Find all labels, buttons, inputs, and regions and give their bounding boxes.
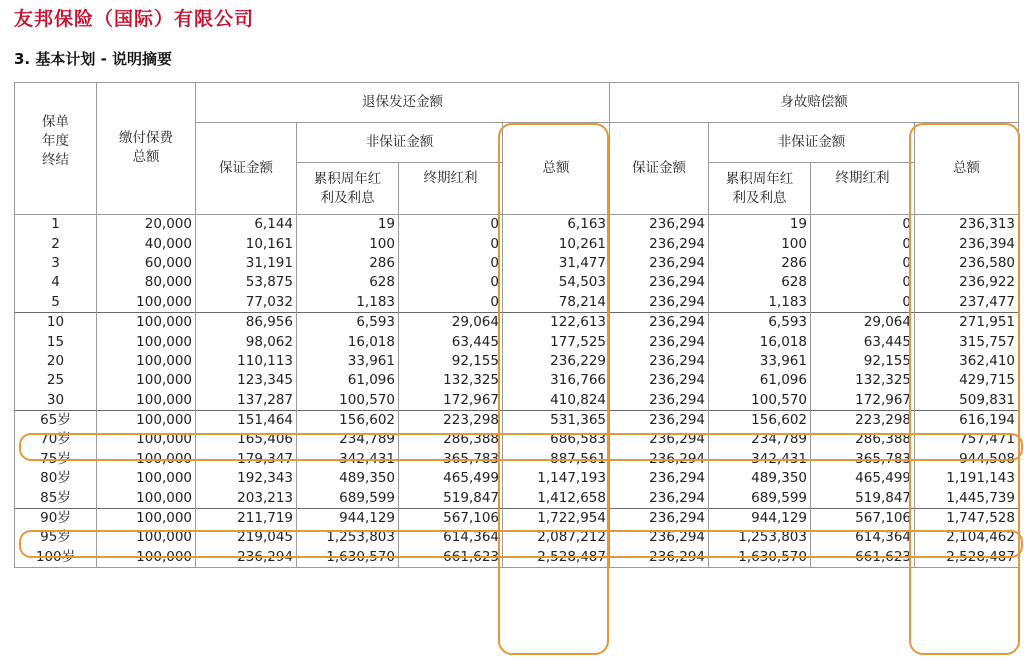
- death-terminal-bonus: 172,967: [811, 391, 915, 411]
- death-total: 2,528,487: [915, 548, 1019, 568]
- surrender-accum-bonus: 6,593: [297, 312, 399, 332]
- surrender-terminal-bonus: 519,847: [399, 488, 503, 508]
- death-terminal-bonus: 614,364: [811, 528, 915, 547]
- death-guaranteed: 236,294: [610, 548, 709, 568]
- death-total: 236,394: [915, 234, 1019, 253]
- policy-year: 3: [15, 254, 97, 273]
- death-terminal-bonus: 92,155: [811, 352, 915, 371]
- surrender-accum-bonus: 33,961: [297, 352, 399, 371]
- death-total: 509,831: [915, 391, 1019, 411]
- death-accum-bonus: 61,096: [709, 371, 811, 390]
- death-total: 1,191,143: [915, 469, 1019, 488]
- table-row: [15, 352, 1019, 371]
- surrender-terminal-bonus: 29,064: [399, 312, 503, 332]
- death-accum-bonus: 156,602: [709, 410, 811, 430]
- death-guaranteed: 236,294: [610, 293, 709, 313]
- death-accum-bonus: 234,789: [709, 430, 811, 449]
- total-premium: 100,000: [97, 410, 196, 430]
- total-premium: 80,000: [97, 273, 196, 292]
- total-premium: 20,000: [97, 215, 196, 235]
- policy-year: 90岁: [15, 508, 97, 528]
- surrender-total: 177,525: [503, 332, 610, 351]
- death-guaranteed: 236,294: [610, 528, 709, 547]
- table-row: [15, 391, 1019, 411]
- death-terminal-bonus: 567,106: [811, 508, 915, 528]
- death-accum-bonus: 1,253,803: [709, 528, 811, 547]
- table-row: [15, 332, 1019, 351]
- header-surrender-terminal-bonus: 终期红利: [399, 163, 503, 215]
- surrender-terminal-bonus: 614,364: [399, 528, 503, 547]
- surrender-total: 54,503: [503, 273, 610, 292]
- surrender-total: 78,214: [503, 293, 610, 313]
- header-death-total: 总额: [915, 123, 1019, 215]
- death-guaranteed: 236,294: [610, 234, 709, 253]
- surrender-guaranteed: 110,113: [196, 352, 297, 371]
- total-premium: 100,000: [97, 391, 196, 411]
- header-death-benefit: 身故赔偿额: [610, 83, 1019, 123]
- surrender-terminal-bonus: 0: [399, 234, 503, 253]
- total-premium: 100,000: [97, 430, 196, 449]
- header-surrender-value: 退保发还金额: [196, 83, 610, 123]
- death-terminal-bonus: 465,499: [811, 469, 915, 488]
- surrender-guaranteed: 86,956: [196, 312, 297, 332]
- policy-year: 15: [15, 332, 97, 351]
- section-title: 3. 基本计划 - 说明摘要: [14, 50, 173, 68]
- death-accum-bonus: 16,018: [709, 332, 811, 351]
- table-row: [15, 488, 1019, 508]
- surrender-terminal-bonus: 132,325: [399, 371, 503, 390]
- death-accum-bonus: 489,350: [709, 469, 811, 488]
- surrender-terminal-bonus: 0: [399, 254, 503, 273]
- surrender-terminal-bonus: 661,623: [399, 548, 503, 568]
- total-premium: 100,000: [97, 548, 196, 568]
- surrender-accum-bonus: 628: [297, 273, 399, 292]
- death-total: 237,477: [915, 293, 1019, 313]
- header-total-premium: 缴付保费 总额: [97, 83, 196, 215]
- table-row: [15, 469, 1019, 488]
- policy-year: 1: [15, 215, 97, 235]
- total-premium: 100,000: [97, 293, 196, 313]
- death-terminal-bonus: 661,623: [811, 548, 915, 568]
- death-terminal-bonus: 0: [811, 254, 915, 273]
- surrender-accum-bonus: 1,183: [297, 293, 399, 313]
- surrender-total: 122,613: [503, 312, 610, 332]
- surrender-guaranteed: 151,464: [196, 410, 297, 430]
- surrender-total: 2,528,487: [503, 548, 610, 568]
- policy-year: 85岁: [15, 488, 97, 508]
- death-guaranteed: 236,294: [610, 430, 709, 449]
- death-guaranteed: 236,294: [610, 391, 709, 411]
- header-surrender-total: 总额: [503, 123, 610, 215]
- surrender-guaranteed: 203,213: [196, 488, 297, 508]
- death-terminal-bonus: 223,298: [811, 410, 915, 430]
- surrender-terminal-bonus: 92,155: [399, 352, 503, 371]
- death-total: 616,194: [915, 410, 1019, 430]
- surrender-terminal-bonus: 286,388: [399, 430, 503, 449]
- surrender-terminal-bonus: 63,445: [399, 332, 503, 351]
- death-guaranteed: 236,294: [610, 469, 709, 488]
- surrender-total: 10,261: [503, 234, 610, 253]
- death-accum-bonus: 1,630,570: [709, 548, 811, 568]
- surrender-total: 31,477: [503, 254, 610, 273]
- death-total: 2,104,462: [915, 528, 1019, 547]
- policy-year: 70岁: [15, 430, 97, 449]
- total-premium: 100,000: [97, 450, 196, 469]
- death-guaranteed: 236,294: [610, 352, 709, 371]
- death-terminal-bonus: 29,064: [811, 312, 915, 332]
- company-name: 友邦保险（国际）有限公司: [14, 8, 255, 30]
- table-row: [15, 273, 1019, 292]
- table-row: [15, 450, 1019, 469]
- surrender-accum-bonus: 689,599: [297, 488, 399, 508]
- header-death-guaranteed: 保证金额: [610, 123, 709, 215]
- surrender-guaranteed: 10,161: [196, 234, 297, 253]
- header-policy-year: 保单 年度 终结: [15, 83, 97, 215]
- table-row: [15, 312, 1019, 332]
- death-accum-bonus: 286: [709, 254, 811, 273]
- surrender-accum-bonus: 100: [297, 234, 399, 253]
- policy-year: 95岁: [15, 528, 97, 547]
- death-accum-bonus: 944,129: [709, 508, 811, 528]
- policy-year: 75岁: [15, 450, 97, 469]
- header-death-terminal-bonus: 终期红利: [811, 163, 915, 215]
- death-total: 944,508: [915, 450, 1019, 469]
- total-premium: 40,000: [97, 234, 196, 253]
- table-row: [15, 371, 1019, 390]
- surrender-terminal-bonus: 365,783: [399, 450, 503, 469]
- death-guaranteed: 236,294: [610, 254, 709, 273]
- death-total: 1,747,528: [915, 508, 1019, 528]
- surrender-accum-bonus: 286: [297, 254, 399, 273]
- death-accum-bonus: 628: [709, 273, 811, 292]
- table-row: [15, 215, 1019, 235]
- surrender-guaranteed: 192,343: [196, 469, 297, 488]
- header-death-accum-bonus: 累积周年红 利及利息: [709, 163, 811, 215]
- policy-year: 2: [15, 234, 97, 253]
- header-death-nonguaranteed: 非保证金额: [709, 123, 915, 163]
- death-accum-bonus: 6,593: [709, 312, 811, 332]
- surrender-total: 1,722,954: [503, 508, 610, 528]
- total-premium: 60,000: [97, 254, 196, 273]
- surrender-terminal-bonus: 0: [399, 293, 503, 313]
- policy-year: 20: [15, 352, 97, 371]
- surrender-terminal-bonus: 223,298: [399, 410, 503, 430]
- surrender-total: 316,766: [503, 371, 610, 390]
- death-accum-bonus: 33,961: [709, 352, 811, 371]
- table-row: [15, 508, 1019, 528]
- death-terminal-bonus: 519,847: [811, 488, 915, 508]
- death-guaranteed: 236,294: [610, 450, 709, 469]
- total-premium: 100,000: [97, 332, 196, 351]
- surrender-accum-bonus: 61,096: [297, 371, 399, 390]
- total-premium: 100,000: [97, 508, 196, 528]
- death-accum-bonus: 1,183: [709, 293, 811, 313]
- header-surrender-nonguaranteed: 非保证金额: [297, 123, 503, 163]
- total-premium: 100,000: [97, 312, 196, 332]
- surrender-accum-bonus: 156,602: [297, 410, 399, 430]
- surrender-accum-bonus: 100,570: [297, 391, 399, 411]
- table-row: [15, 430, 1019, 449]
- surrender-total: 686,583: [503, 430, 610, 449]
- death-guaranteed: 236,294: [610, 215, 709, 235]
- death-terminal-bonus: 0: [811, 234, 915, 253]
- surrender-guaranteed: 31,191: [196, 254, 297, 273]
- death-terminal-bonus: 0: [811, 293, 915, 313]
- surrender-total: 1,147,193: [503, 469, 610, 488]
- death-total: 1,445,739: [915, 488, 1019, 508]
- surrender-total: 410,824: [503, 391, 610, 411]
- surrender-terminal-bonus: 0: [399, 273, 503, 292]
- policy-year: 5: [15, 293, 97, 313]
- surrender-guaranteed: 53,875: [196, 273, 297, 292]
- surrender-accum-bonus: 16,018: [297, 332, 399, 351]
- policy-year: 65岁: [15, 410, 97, 430]
- surrender-guaranteed: 165,406: [196, 430, 297, 449]
- total-premium: 100,000: [97, 469, 196, 488]
- surrender-guaranteed: 6,144: [196, 215, 297, 235]
- table-row: [15, 234, 1019, 253]
- surrender-accum-bonus: 1,630,570: [297, 548, 399, 568]
- surrender-guaranteed: 137,287: [196, 391, 297, 411]
- table-row: [15, 548, 1019, 568]
- death-terminal-bonus: 365,783: [811, 450, 915, 469]
- surrender-total: 531,365: [503, 410, 610, 430]
- surrender-accum-bonus: 489,350: [297, 469, 399, 488]
- surrender-guaranteed: 98,062: [196, 332, 297, 351]
- death-terminal-bonus: 0: [811, 273, 915, 292]
- policy-year: 80岁: [15, 469, 97, 488]
- policy-year: 100岁: [15, 548, 97, 568]
- table-row: [15, 410, 1019, 430]
- surrender-total: 2,087,212: [503, 528, 610, 547]
- surrender-guaranteed: 236,294: [196, 548, 297, 568]
- death-terminal-bonus: 63,445: [811, 332, 915, 351]
- policy-year: 30: [15, 391, 97, 411]
- death-guaranteed: 236,294: [610, 508, 709, 528]
- table-row: [15, 254, 1019, 273]
- surrender-accum-bonus: 944,129: [297, 508, 399, 528]
- surrender-total: 887,561: [503, 450, 610, 469]
- death-total: 757,471: [915, 430, 1019, 449]
- surrender-total: 236,229: [503, 352, 610, 371]
- death-guaranteed: 236,294: [610, 312, 709, 332]
- header-surrender-accum-bonus: 累积周年红 利及利息: [297, 163, 399, 215]
- death-terminal-bonus: 286,388: [811, 430, 915, 449]
- death-total: 429,715: [915, 371, 1019, 390]
- total-premium: 100,000: [97, 488, 196, 508]
- surrender-total: 1,412,658: [503, 488, 610, 508]
- total-premium: 100,000: [97, 371, 196, 390]
- surrender-guaranteed: 219,045: [196, 528, 297, 547]
- table-row: [15, 528, 1019, 547]
- death-total: 236,580: [915, 254, 1019, 273]
- death-guaranteed: 236,294: [610, 410, 709, 430]
- death-total: 236,313: [915, 215, 1019, 235]
- policy-year: 10: [15, 312, 97, 332]
- table-row: [15, 293, 1019, 313]
- death-accum-bonus: 342,431: [709, 450, 811, 469]
- death-guaranteed: 236,294: [610, 488, 709, 508]
- death-total: 362,410: [915, 352, 1019, 371]
- table-body: [15, 215, 1019, 568]
- header-surrender-guaranteed: 保证金额: [196, 123, 297, 215]
- surrender-guaranteed: 179,347: [196, 450, 297, 469]
- death-accum-bonus: 100: [709, 234, 811, 253]
- death-total: 271,951: [915, 312, 1019, 332]
- surrender-terminal-bonus: 567,106: [399, 508, 503, 528]
- total-premium: 100,000: [97, 528, 196, 547]
- death-guaranteed: 236,294: [610, 371, 709, 390]
- death-accum-bonus: 19: [709, 215, 811, 235]
- policy-year: 4: [15, 273, 97, 292]
- death-total: 315,757: [915, 332, 1019, 351]
- surrender-accum-bonus: 1,253,803: [297, 528, 399, 547]
- surrender-guaranteed: 77,032: [196, 293, 297, 313]
- death-guaranteed: 236,294: [610, 332, 709, 351]
- death-accum-bonus: 100,570: [709, 391, 811, 411]
- total-premium: 100,000: [97, 352, 196, 371]
- surrender-terminal-bonus: 465,499: [399, 469, 503, 488]
- death-total: 236,922: [915, 273, 1019, 292]
- surrender-accum-bonus: 234,789: [297, 430, 399, 449]
- death-guaranteed: 236,294: [610, 273, 709, 292]
- death-terminal-bonus: 0: [811, 215, 915, 235]
- policy-year: 25: [15, 371, 97, 390]
- surrender-accum-bonus: 342,431: [297, 450, 399, 469]
- surrender-guaranteed: 123,345: [196, 371, 297, 390]
- surrender-terminal-bonus: 0: [399, 215, 503, 235]
- surrender-terminal-bonus: 172,967: [399, 391, 503, 411]
- surrender-guaranteed: 211,719: [196, 508, 297, 528]
- surrender-total: 6,163: [503, 215, 610, 235]
- death-accum-bonus: 689,599: [709, 488, 811, 508]
- illustration-table: [14, 82, 1019, 568]
- death-terminal-bonus: 132,325: [811, 371, 915, 390]
- surrender-accum-bonus: 19: [297, 215, 399, 235]
